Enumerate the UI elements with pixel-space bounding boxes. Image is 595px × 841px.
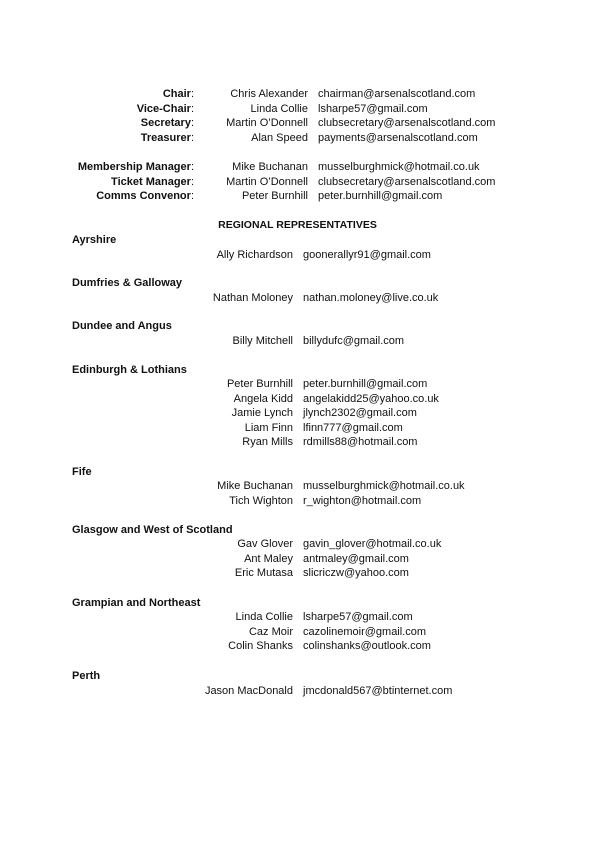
rep-row <box>0 537 595 552</box>
committee-name: Martin O’Donnell <box>226 175 308 188</box>
rep-email[interactable]: cazolinemoir@gmail.com <box>303 625 427 638</box>
rep-name: Jason MacDonald <box>204 685 293 697</box>
committee-row <box>0 87 595 102</box>
committee-row <box>0 116 595 131</box>
rep-name: Ant Maley <box>244 552 293 565</box>
region-title: Glasgow and West of Scotland <box>72 524 233 536</box>
rep-email[interactable]: gavin_glover@hotmail.co.uk <box>303 538 442 550</box>
spacer <box>0 145 595 160</box>
committee-role: Membership Manager: <box>77 160 194 173</box>
rep-name: Billy Mitchell <box>232 335 293 347</box>
committee-row <box>0 131 595 146</box>
committee-name: Mike Buchanan <box>232 160 308 173</box>
rep-name: Ryan Mills <box>242 436 293 449</box>
rep-email[interactable]: antmaley@gmail.com <box>303 552 409 565</box>
rep-name: Jamie Lynch <box>231 407 293 420</box>
rep-row <box>0 639 595 654</box>
rep-name: Tich Wighton <box>229 494 293 507</box>
rep-name: Mike Buchanan <box>217 480 293 492</box>
rep-row <box>0 291 595 306</box>
committee-email[interactable]: chairman@arsenalscotland.com <box>318 88 476 100</box>
committee-role: Treasurer: <box>140 131 194 144</box>
committee-email[interactable]: clubsecretary@arsenalscotland.com <box>318 117 496 130</box>
rep-email[interactable]: musselburghmick@hotmail.co.uk <box>303 480 465 492</box>
rep-email[interactable]: lfinn777@gmail.com <box>303 421 403 434</box>
committee-role: Chair: <box>162 88 194 100</box>
rep-row <box>0 377 595 392</box>
rep-email[interactable]: slicriczw@yahoo.com <box>303 567 409 580</box>
region-title: Dundee and Angus <box>72 320 172 332</box>
committee-email[interactable]: clubsecretary@arsenalscotland.com <box>318 175 496 188</box>
rep-row <box>0 435 595 450</box>
regional-heading: REGIONAL REPRESENTATIVES <box>218 219 377 231</box>
committee-email[interactable]: payments@arsenalscotland.com <box>318 131 478 144</box>
rep-email[interactable]: nathan.moloney@live.co.uk <box>303 292 439 304</box>
rep-email[interactable]: rdmills88@hotmail.com <box>303 436 418 449</box>
committee-role: Vice-Chair: <box>136 102 194 115</box>
rep-row <box>0 421 595 436</box>
rep-email[interactable]: lsharpe57@gmail.com <box>303 611 413 623</box>
committee-list <box>0 87 595 204</box>
rep-row <box>0 566 595 581</box>
committee-name: Martin O’Donnell <box>226 117 308 130</box>
rep-row <box>0 406 595 421</box>
committee-name: Peter Burnhill <box>241 190 308 203</box>
committee-name: Alan Speed <box>251 131 308 144</box>
rep-name: Gav Glover <box>237 538 293 550</box>
rep-row <box>0 334 595 349</box>
region-title: Grampian and Northeast <box>72 597 201 609</box>
rep-name: Peter Burnhill <box>226 378 293 390</box>
region-title: Dumfries & Galloway <box>72 277 183 289</box>
rep-row <box>0 479 595 494</box>
rep-row <box>0 494 595 509</box>
rep-name: Colin Shanks <box>228 640 293 653</box>
rep-name: Eric Mutasa <box>234 567 293 580</box>
rep-name: Caz Moir <box>248 625 293 638</box>
region-title: Fife <box>72 466 92 478</box>
committee-role: Ticket Manager: <box>111 175 194 188</box>
rep-name: Ally Richardson <box>216 249 293 261</box>
rep-name: Angela Kidd <box>233 392 293 405</box>
region-title: Perth <box>72 670 101 682</box>
region-title: Edinburgh & Lothians <box>72 364 187 376</box>
committee-row <box>0 102 595 117</box>
committee-row <box>0 175 595 190</box>
rep-email[interactable]: jlynch2302@gmail.com <box>303 407 417 420</box>
rep-email[interactable]: goonerallyr91@gmail.com <box>303 249 431 261</box>
committee-email[interactable]: peter.burnhill@gmail.com <box>318 190 443 203</box>
region-title: Ayrshire <box>72 234 117 246</box>
rep-email[interactable]: angelakidd25@yahoo.co.uk <box>303 392 439 405</box>
rep-email[interactable]: billydufc@gmail.com <box>303 335 405 347</box>
committee-name: Linda Collie <box>250 102 308 115</box>
rep-row <box>0 552 595 567</box>
committee-email[interactable]: lsharpe57@gmail.com <box>318 102 428 115</box>
rep-row <box>0 684 595 699</box>
committee-row <box>0 189 595 204</box>
rep-row <box>0 625 595 640</box>
committee-role: Secretary: <box>140 117 194 130</box>
rep-name: Nathan Moloney <box>212 292 293 304</box>
committee-name: Chris Alexander <box>230 88 308 100</box>
rep-email[interactable]: r_wighton@hotmail.com <box>303 494 422 507</box>
rep-email[interactable]: peter.burnhill@gmail.com <box>303 378 428 390</box>
rep-row <box>0 392 595 407</box>
committee-email[interactable]: musselburghmick@hotmail.co.uk <box>318 160 480 173</box>
rep-email[interactable]: colinshanks@outlook.com <box>303 640 431 653</box>
committee-role: Comms Convenor: <box>96 190 194 203</box>
rep-name: Liam Finn <box>244 421 293 434</box>
committee-row <box>0 160 595 175</box>
rep-name: Linda Collie <box>235 611 293 623</box>
rep-row <box>0 610 595 625</box>
rep-row <box>0 248 595 263</box>
rep-email[interactable]: jmcdonald567@btinternet.com <box>303 685 453 697</box>
